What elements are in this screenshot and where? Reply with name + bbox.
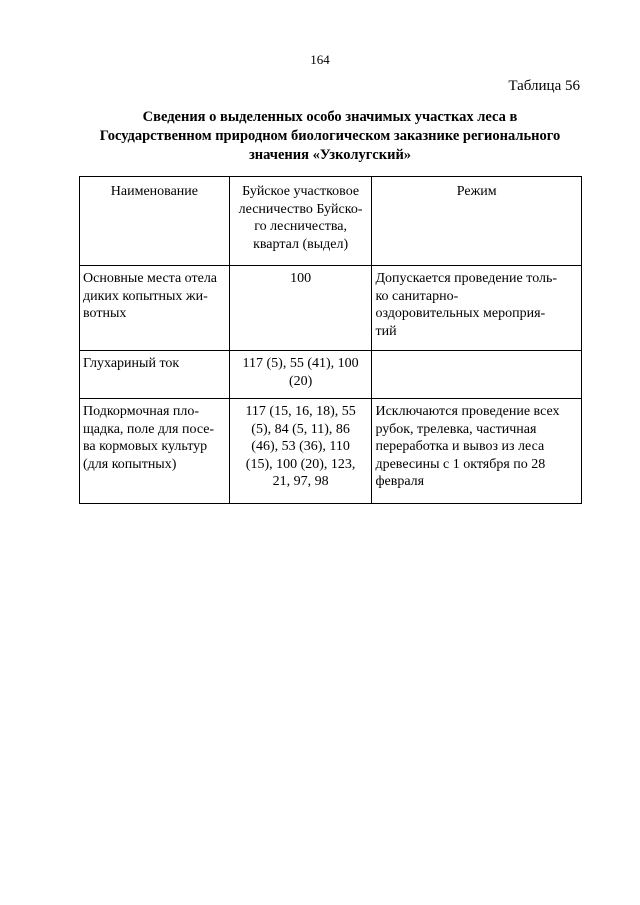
table-header-row [80, 177, 582, 266]
cell-line: лесничество Буйско- [238, 201, 363, 217]
cell-line: (15), 100 (20), 123, [245, 456, 356, 472]
cell-line: февраля [375, 474, 425, 489]
cell-line: 117 (5), 55 (41), 100 [242, 356, 359, 371]
table-row [80, 351, 582, 399]
page-number: 164 [310, 52, 330, 67]
cell-line: (5), 84 (5, 11), 86 [251, 421, 350, 437]
cell-line: рубок, трелевка, частичная [375, 421, 537, 437]
cell-line: вотных [83, 306, 127, 321]
cell-line: Наименование [110, 184, 198, 199]
cell-regime [372, 399, 582, 504]
cell-location [229, 399, 372, 504]
cell-line: оздоровительных мероприя- [375, 306, 546, 321]
cell-line: ко санитарно- [375, 288, 459, 304]
cell-location [229, 351, 372, 399]
document-title [80, 108, 580, 165]
cell-line: 117 (15, 16, 18), 55 [245, 404, 356, 419]
cell-line: квартал (выдел) [253, 236, 349, 252]
cell-line: древесины с 1 октября по 28 [375, 456, 546, 472]
header-name [80, 177, 230, 266]
cell-line: Режим [456, 184, 497, 199]
table-label: Таблица 56 [508, 78, 580, 94]
cell-line: 21, 97, 98 [272, 474, 329, 489]
cell-line: (20) [288, 373, 313, 389]
forest-areas-table [79, 176, 582, 504]
table-row [80, 399, 582, 504]
title-line: Государственном природном биологическом заказнике регионального [99, 128, 561, 144]
cell-name [80, 399, 230, 504]
cell-line: 100 [290, 271, 312, 286]
cell-line: тий [375, 323, 397, 339]
cell-line: Буйское участковое [242, 184, 360, 199]
cell-line: Подкормочная пло- [83, 404, 200, 419]
cell-line: Основные места отела [83, 271, 218, 286]
cell-line: щадка, поле для посе- [83, 421, 215, 437]
cell-line: го лесничества, [254, 219, 347, 234]
title-line: Сведения о выделенных особо значимых участках леса в [142, 109, 518, 125]
cell-line: Глухариный ток [83, 356, 180, 371]
header-location [229, 177, 372, 266]
cell-name [80, 351, 230, 399]
cell-line: (для копытных) [83, 456, 177, 472]
table-row [80, 266, 582, 351]
title-line: значения «Узколугский» [248, 147, 412, 163]
cell-regime [372, 351, 582, 399]
cell-line: (46), 53 (36), 110 [251, 439, 350, 454]
cell-line: Допускается проведение толь- [375, 271, 558, 286]
cell-line: переработка и вывоз из леса [375, 439, 545, 454]
cell-location [229, 266, 372, 351]
cell-line: диких копытных жи- [83, 288, 208, 304]
cell-line: ва кормовых культур [83, 439, 208, 454]
cell-name [80, 266, 230, 351]
cell-line: Исключаются проведение всех [375, 404, 560, 419]
cell-regime [372, 266, 582, 351]
header-regime [372, 177, 582, 266]
